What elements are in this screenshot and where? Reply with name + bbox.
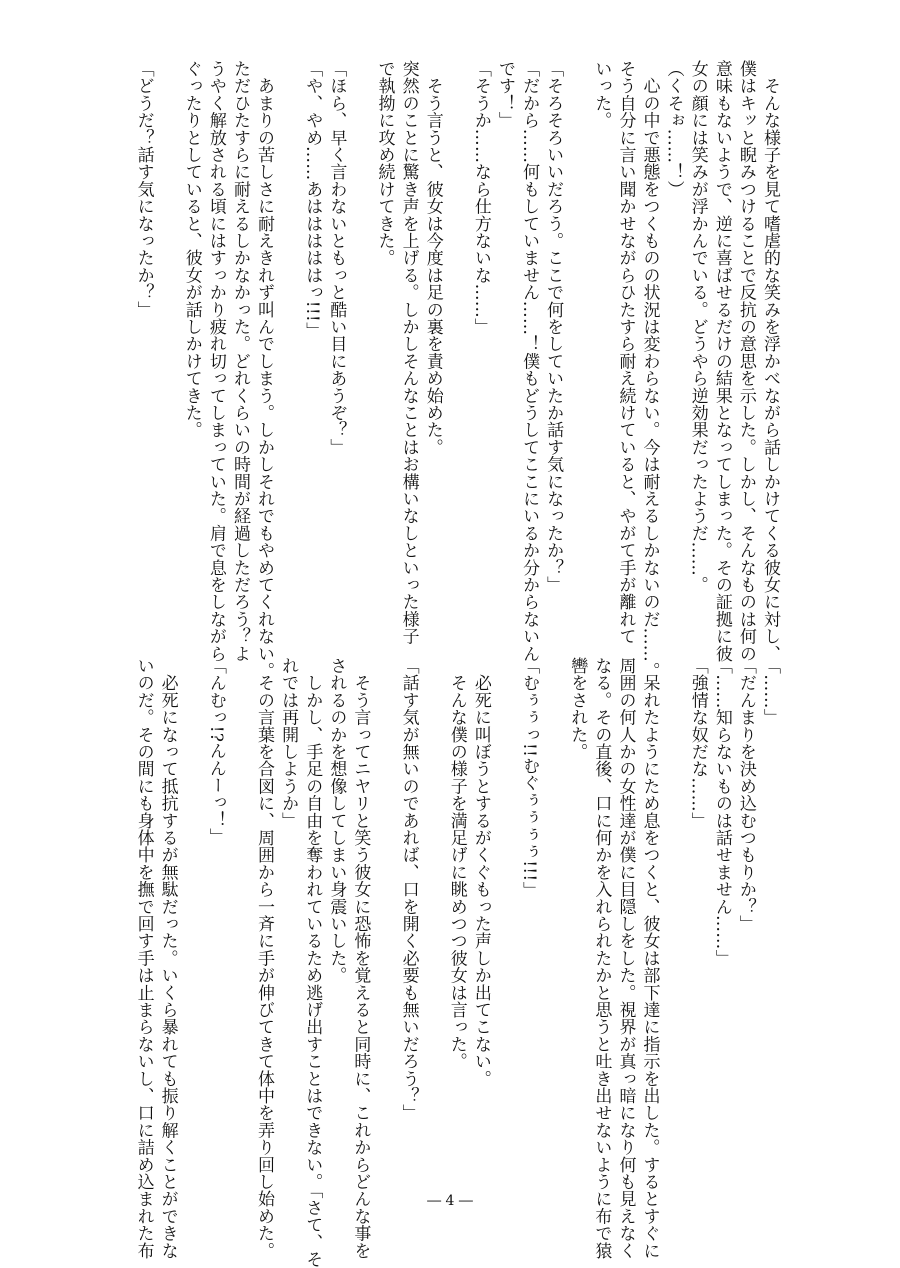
text-line: そう言うと、彼女は今度は足の裏を責め始めた。 [422, 60, 443, 456]
text-line: ただひたすらに耐えるしかなかった。どれくらいの時間が経過しただろう？よ [229, 60, 250, 662]
text-line [662, 657, 686, 1197]
text-line: しかし、手足の自由を奪われているため逃げ出すことはできない。「さて、そ [302, 657, 323, 1268]
text-line: いのだ。その間にも身体中を撫で回す手は止まらないし、口に詰め込まれた布 [133, 657, 154, 1259]
text-line: そう自分に言い聞かせながらひたすら耐え続けていると、やがて手が離れて [615, 60, 636, 645]
text-line: 「話す気が無いのであれば、口を開く必要も無いだろう？」 [398, 657, 419, 1122]
text-line: 「そろそろいいだろう。ここで何をしていたか話す気になったか？」 [543, 60, 564, 594]
text-line: 「や、やめ……あはははははっ!!!」 [302, 60, 323, 340]
text-line: 「そうか……なら仕方ないな……」 [470, 60, 491, 336]
text-line [348, 60, 372, 600]
text-line: 周囲の何人かの女性達が僕に目隠しをした。視界が真っ暗になり何も見えなく [615, 657, 636, 1259]
text-line: 女の顔には笑みが浮かんでいる。どうやら逆効果だったようだ……。 [687, 60, 708, 594]
text-line: （くそぉ……！） [663, 60, 684, 198]
text-line: あまりの苦しさに耐えきれず叫んでしまう。しかしそれでもやめてくれない。 [254, 60, 275, 680]
text-line: されるのかを想像してしまい身震いした。 [326, 657, 347, 984]
text-line: 「だんまりを決め込むつもりか？」 [735, 657, 756, 933]
text-line: うやく解放される頃にはすっかり疲れ切ってしまっていた。肩で息をしながら [205, 60, 226, 662]
text-line: 突然のことに驚き声を上げる。しかしそんなことはお構いなしといった様子 [398, 60, 419, 645]
text-line: そんな様子を見て嗜虐的な笑みを浮かべながら話しかけてくる彼女に対し、 [760, 60, 780, 662]
text-block-bottom [131, 657, 782, 1268]
text-line: 心の中で悪態をつくものの状況は変わらない。今は耐えるしかないのだ……。 [639, 60, 660, 680]
text-line: 「んむっ!?んんーっ！」 [205, 657, 226, 846]
text-line: そう言ってニヤリと笑う彼女に恐怖を覚えると同時に、これからどんな事を [350, 657, 371, 1259]
text-line: 「……知らないものは話せません……」 [711, 657, 732, 967]
text-line [541, 657, 565, 1197]
text-line: そんな僕の様子を満足げに眺めつつ彼女は言った。 [446, 657, 467, 1070]
text-block-top [131, 60, 782, 680]
text-line: 轡をされた。 [567, 657, 588, 761]
text-line [156, 60, 180, 600]
text-line: 「どうだ？話す気になったか？」 [133, 60, 154, 318]
text-line [372, 657, 396, 1197]
text-line: ぐったりとしていると、彼女が話しかけてきた。 [181, 60, 202, 439]
text-line: 呆れたようにため息をつくと、彼女は部下達に指示を出した。するとすぐに [639, 657, 660, 1259]
text-line: その言葉を合図に、周囲から一斉に手が伸びてきて体中を弄り回し始めた。 [254, 657, 275, 1259]
text-line: で執拗に攻め続けてきた。 [374, 60, 395, 267]
text-line [565, 60, 589, 600]
text-line: 「……」 [760, 657, 780, 726]
text-line: れでは再開しようか」 [278, 657, 299, 829]
text-line: 「むぅぅっ!!むぐぅぅぅぅ!!!」 [519, 657, 540, 899]
text-line: です！」 [494, 60, 515, 129]
text-line [180, 657, 204, 1197]
text-line: 意味もないようで、逆に喜ばせるだけの結果となってしまった。その証拠に彼 [711, 60, 732, 662]
text-line [493, 657, 517, 1197]
page-number: ― 4 ― [427, 1193, 473, 1209]
text-line: 「だから……何もしていません……！僕もどうしてここにいるか分からないん [519, 60, 540, 662]
text-line [228, 657, 252, 1197]
text-line [276, 60, 300, 600]
text-line: 「ほら、早く言わないともっと酷い目にあうぞ？」 [326, 60, 347, 456]
text-line: なる。その直後、口に何かを入れられたかと思うと吐き出せないように布で猿 [591, 657, 612, 1259]
text-line: 必死になって抵抗するが無駄だった。いくら暴れても振り解くことができな [157, 657, 178, 1259]
text-line: いった。 [591, 60, 612, 129]
text-line [445, 60, 469, 600]
text-line [421, 657, 445, 1197]
text-line: 「強情な奴だな……」 [687, 657, 708, 829]
text-line: 僕はキッと睨みつけることで反抗の意思を示した。しかし、そんなものは何の [735, 60, 756, 662]
text-line: 必死に叫ぼうとするがくぐもった声しか出てこない。 [470, 657, 491, 1087]
